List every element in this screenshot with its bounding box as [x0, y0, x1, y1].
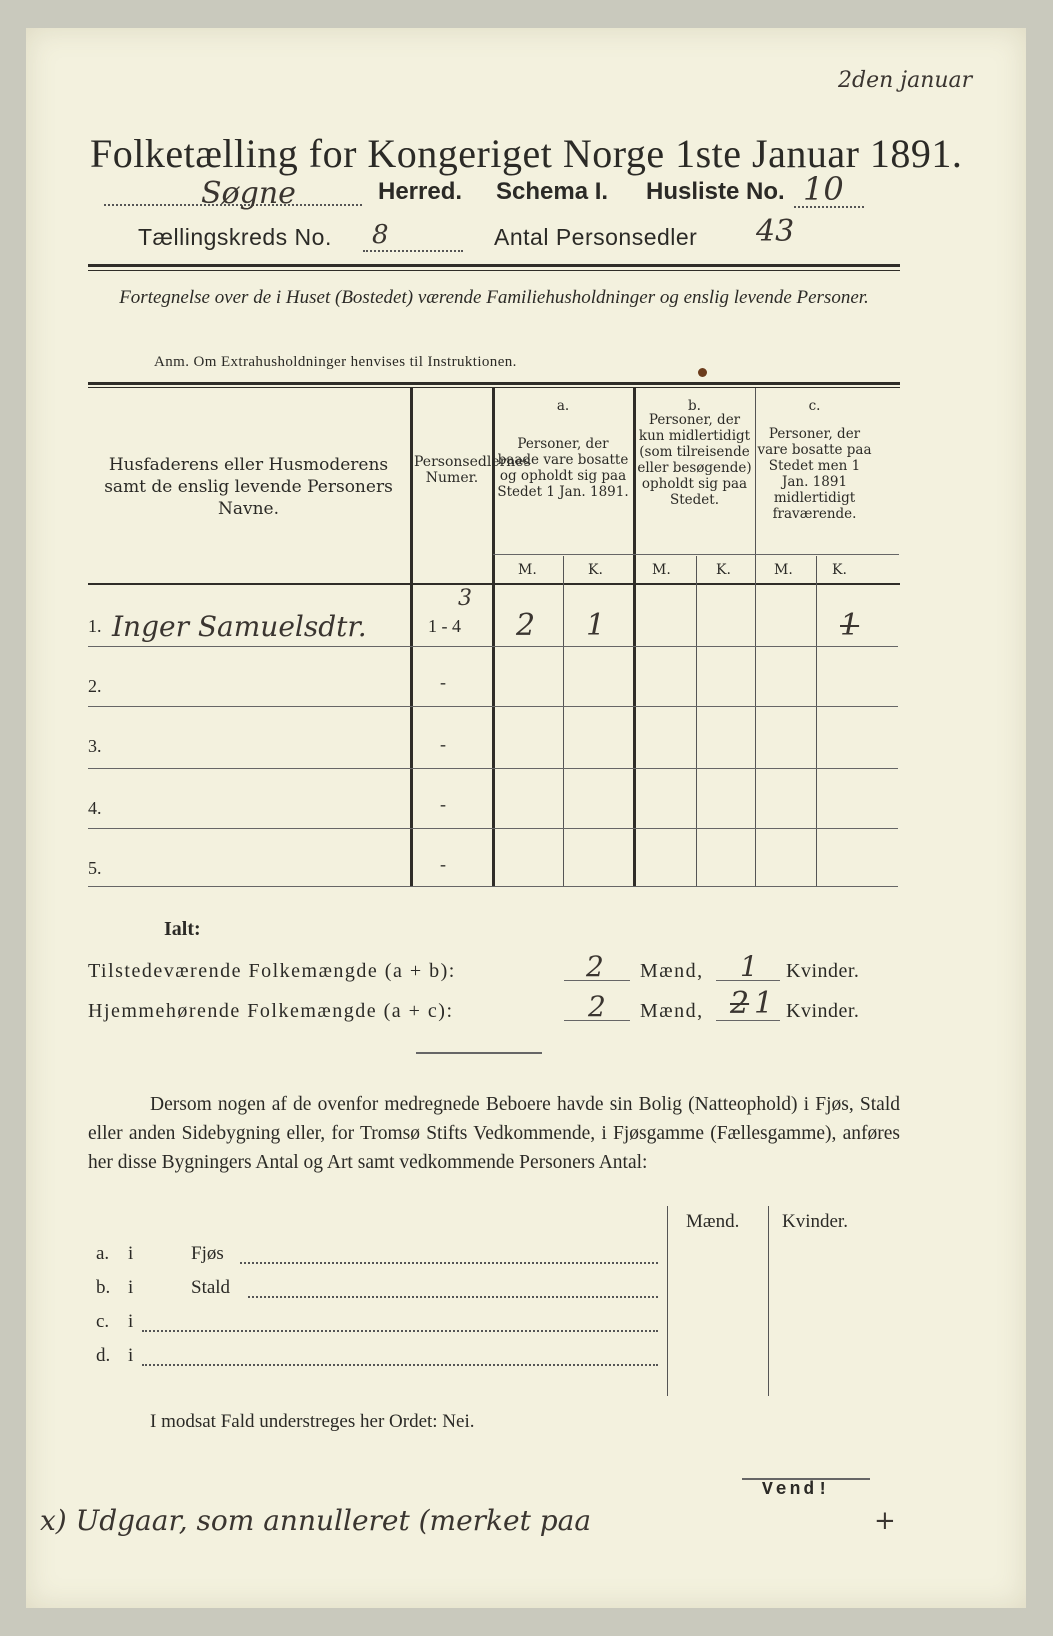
schema-label: Schema I. — [496, 178, 609, 205]
antal-label: Antal Personsedler — [494, 224, 698, 250]
building-i: i — [128, 1311, 134, 1332]
row-a-k: 1 — [586, 608, 606, 643]
census-form-page — [26, 28, 1026, 1608]
row-sedler: - — [440, 794, 446, 814]
vend-label: Vend! — [762, 1480, 832, 1500]
col-a-m: M. — [518, 562, 537, 578]
corner-note: 2den januar — [838, 68, 973, 93]
hjemme-label: Hjemmehørende Folkemængde (a + c): — [88, 1000, 454, 1022]
building-dotted-line — [142, 1330, 658, 1332]
building-dotted-line — [142, 1364, 658, 1366]
tilstede-kvinder: 1 — [740, 950, 758, 983]
building-i: i — [128, 1345, 134, 1366]
buildings-kvinder-header: Kvinder. — [782, 1211, 848, 1232]
building-letter: c. — [96, 1311, 110, 1332]
col-b-header: Personer, der kun midlertidigt (som tilreisende eller besøgende) opholdt sig paa Stedet. — [637, 412, 752, 508]
building-dotted-line — [240, 1262, 658, 1264]
modsat-note: I modsat Fald understreges her Ordet: Nei. — [150, 1411, 475, 1432]
footnote-handwritten: x) Udgaar, som annulleret (merket paa — [40, 1504, 592, 1537]
hjemme-kvinder: 1 — [754, 986, 774, 1021]
building-letter: d. — [96, 1345, 111, 1366]
husliste-value: 10 — [803, 170, 844, 208]
footnote-end-mark: + — [874, 1506, 896, 1536]
building-label: Fjøs — [191, 1243, 224, 1264]
col-a-header: Personer, der baade vare bosatte og opholdt sig paa Stedet 1 Jan. 1891. — [497, 436, 629, 500]
row-number: 2. — [88, 676, 102, 696]
section-divider — [416, 1052, 542, 1054]
col-b-m: M. — [652, 562, 671, 578]
maend-label: Mænd, — [640, 1000, 704, 1022]
maend-label: Mænd, — [640, 960, 704, 982]
col-a-k: K. — [588, 562, 603, 578]
antal-value: 43 — [756, 214, 795, 249]
table-divider-1 — [410, 388, 413, 886]
col-b-k: K. — [716, 562, 731, 578]
header-rule-thin — [88, 270, 900, 271]
row-sedler: 1 - 4 — [428, 616, 461, 636]
col-c-letter: c. — [808, 398, 821, 414]
table-top-rule — [88, 382, 900, 385]
table-divider-c — [816, 556, 817, 886]
row-rule-4 — [88, 828, 898, 829]
row-rule-1 — [88, 646, 898, 647]
bolig-paragraph: Dersom nogen af de ovenfor medregnede Beboere havde sin Bolig (Natteophold) i Fjøs, Stald eller anden Sidebygning eller, for Tromsø Stifts Vedkommende, i Fjøsgamme (Fællesgamme), anføres her disse Bygningers Antal og Art samt vedkommende Personers Antal: — [88, 1094, 900, 1173]
subtitle: Fortegnelse over de i Huset (Bostedet) værende Familiehusholdninger og enslig levende Personer. — [119, 287, 869, 308]
col-b-letter: b. — [688, 398, 701, 414]
hjemme-kvinder-struck: 2 — [730, 986, 750, 1021]
building-label: Stald — [191, 1277, 231, 1298]
col-name-header: Husfaderens eller Husmoderens samt de enslig levende Personers Navne. — [104, 455, 393, 519]
building-letter: b. — [96, 1277, 111, 1298]
kvinder-label: Kvinder. — [786, 960, 860, 982]
row-number: 3. — [88, 736, 102, 756]
table-divider-b — [696, 556, 697, 886]
herred-label: Herred. — [378, 178, 463, 205]
buildings-maend-header: Mænd. — [686, 1211, 740, 1232]
hjemme-maend: 2 — [588, 990, 606, 1023]
form-title: Folketælling for Kongeriget Norge 1ste Januar 1891. — [90, 131, 963, 176]
ialt-label: Ialt: — [164, 918, 201, 940]
tilstede-maend: 2 — [586, 950, 604, 983]
row-a-m: 2 — [516, 608, 536, 643]
buildings-divider-2 — [768, 1206, 769, 1396]
header-rule — [88, 264, 900, 267]
table-divider-4 — [755, 388, 756, 886]
row-name: Inger Samuelsdtr. — [112, 610, 367, 643]
kreds-label: Tællingskreds No. — [138, 224, 332, 250]
table-divider-a — [563, 556, 564, 886]
husliste-label: Husliste No. — [646, 178, 785, 205]
building-i: i — [128, 1277, 134, 1298]
row-c-k: 1 — [840, 608, 860, 643]
row-sedler: - — [440, 672, 446, 692]
mk-header-rule — [493, 554, 899, 555]
col-c-header: Personer, der vare bosatte paa Stedet men 1 Jan. 1891 midlertidigt fraværende. — [757, 426, 872, 522]
kreds-value: 8 — [372, 220, 389, 250]
col-c-k: K. — [832, 562, 847, 578]
row-sedler-correction: 3 — [458, 586, 472, 611]
buildings-divider-1 — [667, 1206, 668, 1396]
building-dotted-line — [248, 1296, 658, 1298]
row-rule-5 — [88, 886, 898, 887]
ink-blot — [698, 368, 707, 377]
row-sedler: - — [440, 854, 446, 874]
kreds-dotted-line — [363, 250, 463, 252]
building-letter: a. — [96, 1243, 110, 1264]
building-i: i — [128, 1243, 134, 1264]
tilstede-label: Tilstedeværende Folkemængde (a + b): — [88, 960, 456, 982]
kvinder-label: Kvinder. — [786, 1000, 860, 1022]
row-number: 1. — [88, 616, 102, 636]
row-sedler: - — [440, 734, 446, 754]
row-number: 4. — [88, 798, 102, 818]
col-c-m: M. — [774, 562, 793, 578]
row-rule-3 — [88, 768, 898, 769]
anm-note: Anm. Om Extrahusholdninger henvises til Instruktionen. — [154, 354, 517, 370]
row-number: 5. — [88, 858, 102, 878]
col-num-header: Personsedlernes Numer. — [414, 454, 531, 486]
row-rule-2 — [88, 706, 898, 707]
herred-value: Søgne — [201, 176, 296, 211]
col-a-letter: a. — [556, 398, 570, 414]
